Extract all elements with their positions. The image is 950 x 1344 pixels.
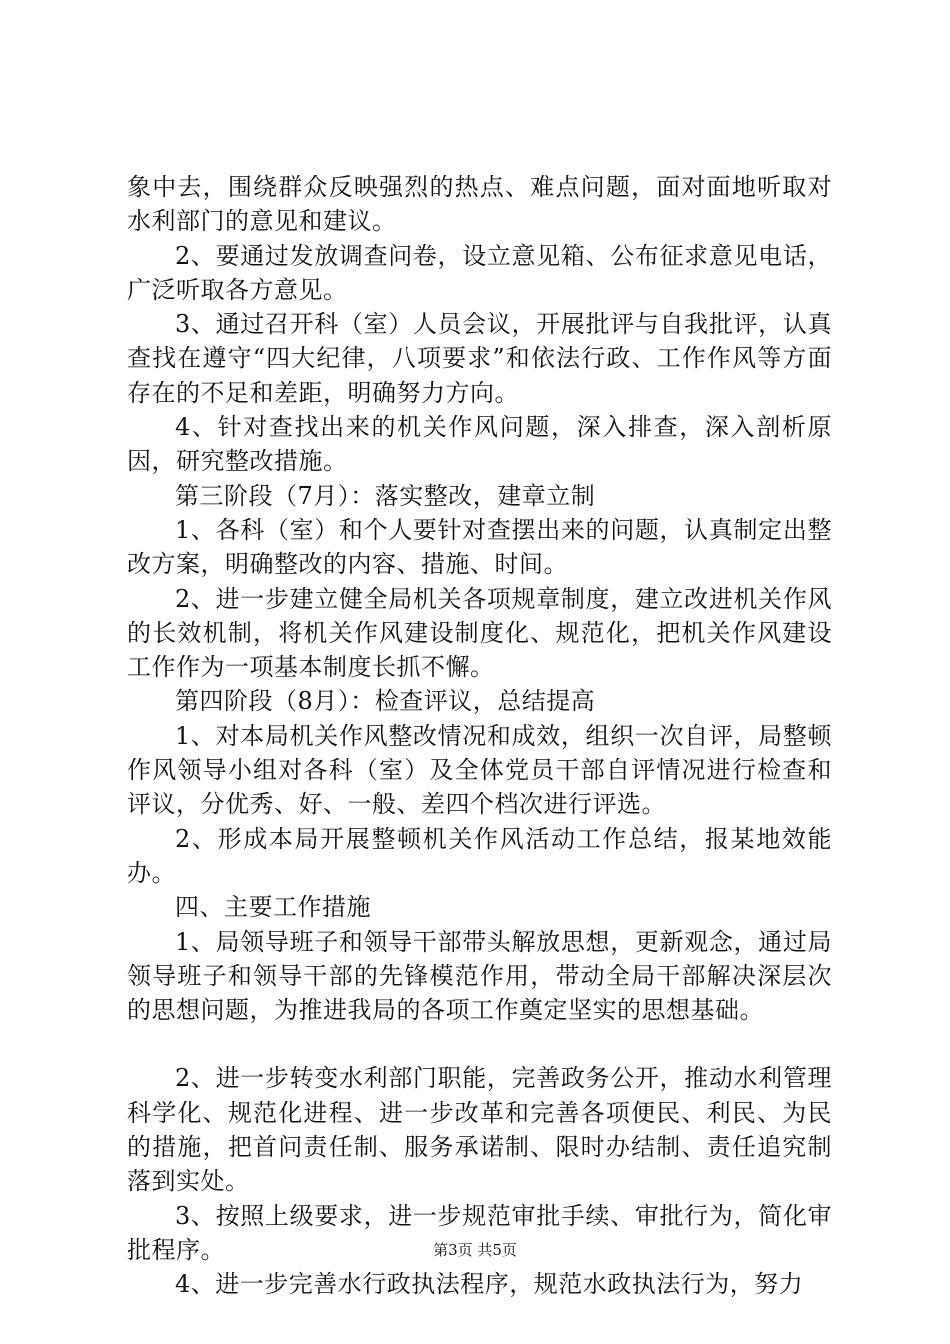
paragraph-measure-4: 4、进一步完善水行政执法程序，规范水政执法行为，努力 (175, 1270, 804, 1299)
paragraph-item-3-meeting: 3、通过召开科（室）人员会议，开展批评与自我批评，认真查找在遵守“四大纪律，八项要求”和依法行政、工作作风等方面存在的不足和差距，明确努力方向。 (127, 310, 832, 407)
heading-stage-three: 第三阶段（7月）：落实整改，建章立制 (175, 481, 596, 510)
paragraph-stage4-item-2: 2、形成本局开展整顿机关作风活动工作总结，报某地效能办。 (127, 824, 832, 887)
heading-main-measures: 四、主要工作措施 (175, 893, 371, 922)
paragraph-measure-1: 1、局领导班子和领导干部带头解放思想，更新观念，通过局领导班子和领导干部的先锋模范作用，带动全局干部解决深层次的思想问题，为推进我局的各项工作奠定坚实的思想基础。 (127, 927, 832, 1025)
paragraph-measure-3: 3、按照上级要求，进一步规范审批手续、审批行为，简化审批程序。 (127, 1201, 832, 1264)
paragraph-measure-2: 2、进一步转变水利部门职能，完善政务公开，推动水利管理科学化、规范化进程、进一步改革和完善各项便民、利民、为民的措施，把首问责任制、服务承诺制、限时办结制、责任追究制落到实处。 (127, 1064, 832, 1196)
heading-stage-four: 第四阶段（8月）：检查评议，总结提高 (175, 687, 596, 716)
page-number-footer: 第3页 共5页 (433, 1241, 517, 1259)
paragraph-item-4-analysis: 4、针对查找出来的机关作风问题，深入排查，深入剖析原因，研究整改措施。 (127, 413, 832, 476)
paragraph-continuation: 象中去，围绕群众反映强烈的热点、难点问题，面对面地听取对水利部门的意见和建议。 (127, 173, 832, 236)
paragraph-stage3-item-1: 1、各科（室）和个人要针对查摆出来的问题，认真制定出整改方案，明确整改的内容、措施、时间。 (127, 515, 832, 579)
paragraph-stage3-item-2: 2、进一步建立健全局机关各项规章制度，建立改进机关作风的长效机制，将机关作风建设制度化、规范化，把机关作风建设工作作为一项基本制度长抓不懈。 (127, 584, 832, 682)
document-body (127, 170, 832, 1302)
paragraph-stage4-item-1: 1、对本局机关作风整改情况和成效，组织一次自评，局整顿作风领导小组对各科（室）及全体党员干部自评情况进行检查和评议，分优秀、好、一般、差四个档次进行评选。 (127, 721, 832, 819)
paragraph-item-2-survey: 2、要通过发放调查问卷，设立意见箱、公布征求意见电话，广泛听取各方意见。 (127, 241, 832, 304)
